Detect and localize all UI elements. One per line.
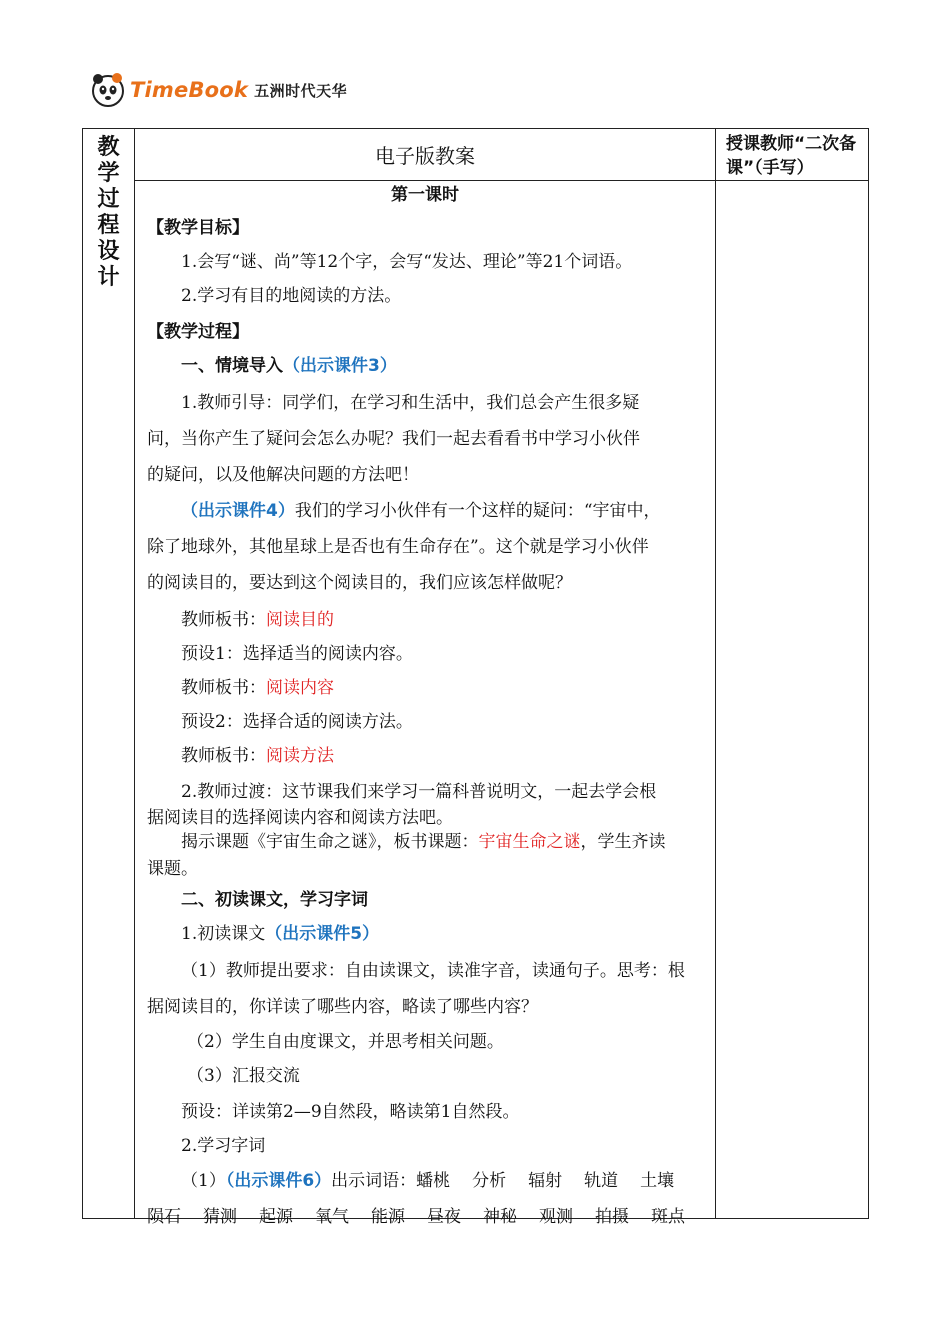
para-4-line-1	[147, 827, 666, 857]
para-2-line-2: 除了地球外，其他星球上是否也有生命存在”。这个就是学习小伙伴	[147, 537, 649, 557]
vocab-word: 能源	[371, 1207, 405, 1227]
handwritten-notes-cell	[716, 181, 869, 1219]
board-note-1	[147, 603, 334, 637]
goal-1: 1.会写“谜、尚”等12个字，会写“发达、理论”等21个词语。	[181, 252, 633, 272]
side-title-cell	[83, 129, 135, 1219]
para-2-line-1-text: 我们的学习小伙伴有一个这样的疑问：“宇宙中，	[294, 501, 661, 521]
logo-chinese-text: 五洲时代天华	[254, 81, 348, 100]
para-2-line-1	[147, 493, 661, 529]
preset-1: 预设1：选择适当的阅读内容。	[181, 644, 413, 664]
vocab-word: 昼夜	[427, 1207, 461, 1227]
header-main-cell	[135, 129, 716, 181]
read-step-3: （3）汇报交流	[187, 1066, 300, 1086]
lesson-content-cell	[135, 181, 716, 1227]
process-heading: 【教学过程】	[147, 322, 249, 342]
words-intro: 出示词语：	[331, 1171, 417, 1191]
section-2-title: 二、初读课文，学习字词	[181, 890, 368, 910]
period-title: 第一课时	[391, 185, 459, 205]
para-3-line-1: 2.教师过渡：这节课我们来学习一篇科普说明文，一起去学会根	[181, 782, 657, 802]
words-line-1	[147, 1163, 696, 1199]
vocab-word: 拍摄	[595, 1207, 629, 1227]
para-1-line-1: 1.教师引导：同学们，在学习和生活中，我们总会产生很多疑	[181, 393, 640, 413]
header-right-cell	[716, 129, 869, 181]
words-prefix: （1）	[181, 1171, 226, 1191]
para-1-line-3: 的疑问，以及他解决问题的方法吧！	[147, 465, 419, 485]
words-line-2	[147, 1199, 707, 1235]
vocab-word: 神秘	[483, 1207, 517, 1227]
header-logo	[90, 70, 347, 110]
header-main-title: 电子版教案	[375, 144, 475, 168]
vocab-word: 猜测	[203, 1207, 237, 1227]
vocab-word: 陨石	[147, 1207, 181, 1227]
vocab-word: 起源	[259, 1207, 293, 1227]
vocab-word: 土壤	[640, 1171, 675, 1191]
vocab-word: 斑点	[651, 1207, 685, 1227]
words-step-heading: 2.学习字词	[181, 1136, 266, 1156]
goal-heading: 【教学目标】	[147, 218, 249, 238]
board-label-3: 教师板书：	[181, 746, 266, 766]
board-note-2	[147, 671, 334, 705]
board-label-1: 教师板书：	[181, 610, 266, 630]
para-1-line-2: 问，当你产生了疑问会怎么办呢？我们一起去看看书中学习小伙伴	[147, 429, 640, 449]
board-note-3	[147, 739, 334, 773]
para-4-line-2: 课题。	[147, 859, 198, 879]
header-right-title: 授课教师“二次备课”（手写）	[726, 134, 857, 178]
section-1-courseware-tag: （出示课件3）	[283, 356, 397, 376]
read-step-1-courseware-tag: （出示课件5）	[265, 924, 380, 944]
para-2-line-3: 的阅读目的，要达到这个阅读目的，我们应该怎样做呢？	[147, 573, 572, 593]
vocab-word: 蟠桃	[416, 1171, 451, 1191]
logo-brand-text: TimeBook	[130, 78, 249, 102]
read-req-line-2: 据阅读目的，你详读了哪些内容，略读了哪些内容？	[147, 997, 538, 1017]
side-title: 教学过程设计	[97, 135, 120, 290]
read-step-1	[147, 917, 379, 951]
read-preset: 预设：详读第2—9自然段，略读第1自然段。	[181, 1102, 520, 1122]
lesson-plan-table	[82, 128, 869, 1227]
section-1-heading	[147, 349, 397, 383]
para-4-text-a: 揭示课题《宇宙生命之谜》，板书课题：	[181, 832, 479, 852]
para-4-board-title: 宇宙生命之谜	[478, 832, 581, 852]
words-courseware-tag: （出示课件6）	[225, 1171, 332, 1191]
para-2-courseware-tag: （出示课件4）	[181, 501, 295, 521]
board-value-2: 阅读内容	[266, 678, 334, 698]
read-req-line-1: （1）教师提出要求：自由读课文，读准字音，读通句子。思考：根	[181, 961, 685, 981]
vocab-word: 辐射	[528, 1171, 563, 1191]
vocab-word: 氧气	[315, 1207, 349, 1227]
board-value-3: 阅读方法	[266, 746, 334, 766]
panda-mascot-icon	[90, 72, 126, 108]
goal-2: 2.学习有目的地阅读的方法。	[181, 286, 402, 306]
board-value-1: 阅读目的	[266, 610, 334, 630]
read-step-2: （2）学生自由度课文，并思考相关问题。	[187, 1032, 504, 1052]
section-1-title: 一、情境导入	[181, 356, 283, 376]
para-4-text-b: ，学生齐读	[580, 832, 666, 852]
board-label-2: 教师板书：	[181, 678, 266, 698]
vocab-word: 观测	[539, 1207, 573, 1227]
read-step-1-text: 1.初读课文	[181, 924, 266, 944]
para-3-line-2: 据阅读目的选择阅读内容和阅读方法吧。	[147, 808, 453, 828]
vocab-word: 分析	[472, 1171, 507, 1191]
vocab-word: 轨道	[584, 1171, 619, 1191]
preset-2: 预设2：选择合适的阅读方法。	[181, 712, 413, 732]
